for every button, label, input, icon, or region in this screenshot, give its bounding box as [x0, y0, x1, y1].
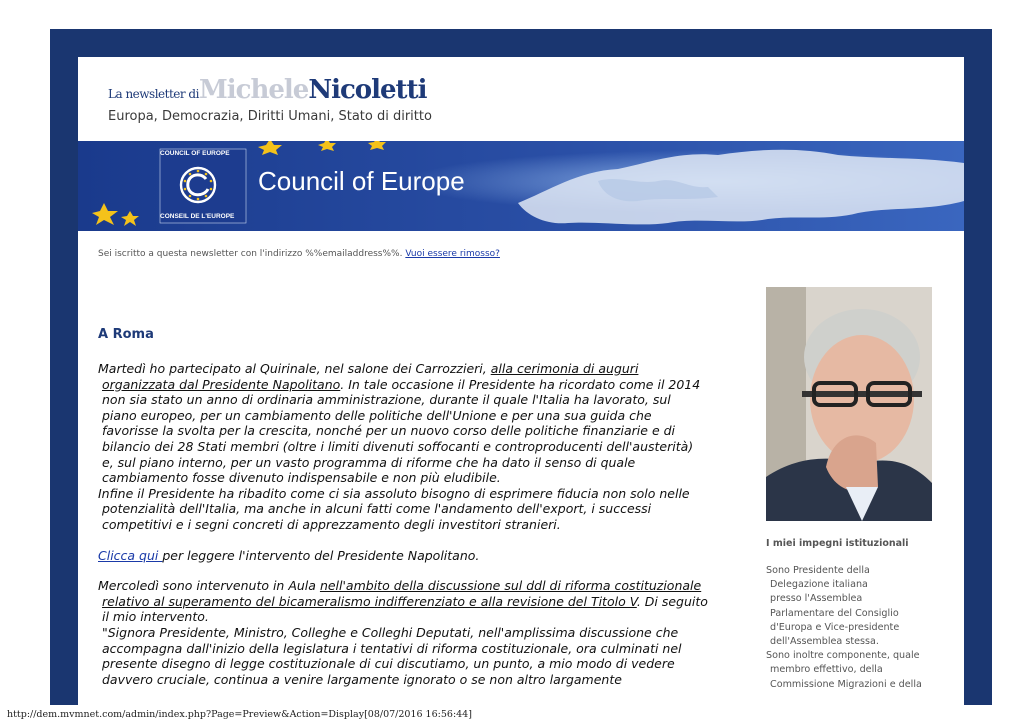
- click-here-link[interactable]: Clicca qui: [98, 547, 163, 563]
- sidebar-line: Parlamentare del Consiglio: [770, 607, 899, 619]
- reform-debate-link-continued[interactable]: relativo al superamento del bicameralismo indifferenziato e alla revisione del Titolo V: [102, 593, 637, 609]
- sidebar-line: dell'Assemblea stessa.: [770, 636, 879, 648]
- author-photo: [766, 287, 932, 521]
- logo-bottom-text: CONSEIL DE L'EUROPE: [160, 213, 235, 220]
- quote-line: presente disegno di legge costituzionale di cui discutiamo, un punto, a mio modo di vedere: [102, 656, 675, 672]
- paragraph-quirinale: [98, 361, 748, 533]
- p1-line: favorisse la svolta per la crescita, nonché per un nuovo corso delle politiche finanziarie e di: [102, 423, 676, 439]
- p1-line: bilancio dei 28 Stati membri (oltre i limiti divenuti soffocanti e controproducenti dell'austerità): [102, 438, 694, 454]
- council-logo-box: [160, 149, 246, 223]
- paragraph-aula: [98, 578, 748, 687]
- newsletter-brand: [108, 77, 426, 103]
- subscription-text: Sei iscritto a questa newsletter con l'indirizzo %%emailaddress%%.: [98, 249, 403, 259]
- p1-line: non sia stato un anno di ordinaria amministrazione, durante il quale l'Italia ha lavorato, sul: [102, 392, 671, 408]
- paragraph-click-here: [98, 548, 748, 564]
- sidebar-line: membro effettivo, della: [770, 664, 883, 676]
- brand-prefix: La newsletter di: [108, 87, 199, 101]
- logo-top-text: COUNCIL OF EUROPE: [160, 150, 230, 157]
- quote-line: davvero cruciale, continua a venire largamente ignorato o se non altro largamente: [102, 671, 622, 687]
- quote-line: accompagna dall'inizio della legislatura i tentativi di riforma costituzionale, ora culminati nel: [102, 640, 682, 656]
- p1-line: e, sul piano interno, per un vasto programma di riforme che ha dato il senso di quale: [102, 454, 636, 470]
- p1-line: piano europeo, per un cambiamento delle politiche dell'Unione e per una sua guida che: [102, 407, 652, 423]
- p2-text: per leggere l'intervento del Presidente Napolitano.: [162, 547, 480, 563]
- p1b-line: potenzialità dell'Italia, ma anche in alcuni fatti come l'andamento dell'export, i successi: [102, 501, 652, 517]
- sidebar-line: Sono Presidente della: [766, 565, 870, 576]
- sidebar-text: [766, 564, 946, 692]
- reform-debate-link[interactable]: nell'ambito della discussione sul ddl di riforma costituzionale: [319, 578, 702, 594]
- p1-text-start: Martedì ho partecipato al Quirinale, nel salone dei Carrozzieri,: [98, 361, 487, 376]
- brand-first-name: Michele: [198, 75, 309, 105]
- sidebar-line: Delegazione italiana: [770, 579, 868, 591]
- newsletter-card: [78, 57, 964, 717]
- article-body: [98, 327, 748, 702]
- brand-last-name: Nicoletti: [308, 75, 427, 105]
- p3-text-suffix: . Di seguito: [636, 593, 708, 609]
- unsubscribe-link[interactable]: Vuoi essere rimosso?: [405, 249, 500, 259]
- p3-line: il mio intervento.: [102, 609, 209, 625]
- sidebar-line: Sono inoltre componente, quale: [766, 650, 920, 662]
- banner-title: Council of Europe: [258, 166, 465, 196]
- p3-text-start: Mercoledì sono intervenuto in Aula: [98, 578, 316, 594]
- tagline: Europa, Democrazia, Diritti Umani, Stato di diritto: [108, 109, 432, 124]
- p1-line: cambiamento fosse divenuto indispensabile e non più eludibile.: [102, 470, 501, 486]
- sidebar-line: Commissione Migrazioni e della: [770, 678, 922, 690]
- sidebar-title: I miei impegni istituzionali: [766, 538, 909, 549]
- sidebar-line: d'Europa e Vice-presidente: [770, 621, 900, 633]
- subscription-notice: [98, 249, 500, 259]
- sidebar-line: presso l'Assemblea: [770, 593, 863, 605]
- ceremony-link-continued[interactable]: organizzata dal Presidente Napolitano: [102, 376, 341, 392]
- quote-line: "Signora Presidente, Ministro, Colleghe e Colleghi Deputati, nell'amplissima discussione che: [102, 624, 679, 640]
- p1b-line: competitivi e i segni concreti di apprezzamento degli investitori stranieri.: [102, 516, 561, 532]
- article-heading: A Roma: [98, 327, 154, 342]
- print-footer-url: http://dem.mvmnet.com/admin/index.php?Page=Preview&Action=Display[08/07/2016 16:56:44]: [7, 709, 472, 720]
- p1-text-line2: . In tale occasione il Presidente ha ricordato come il 2014: [340, 376, 701, 392]
- council-of-europe-banner: [78, 141, 964, 231]
- banner-graphic: [78, 141, 964, 231]
- p1b-line: Infine il Presidente ha ribadito come ci sia assoluto bisogno di esprimere fiducia non solo nelle: [98, 485, 690, 501]
- ceremony-link[interactable]: alla cerimonia di auguri: [490, 361, 639, 376]
